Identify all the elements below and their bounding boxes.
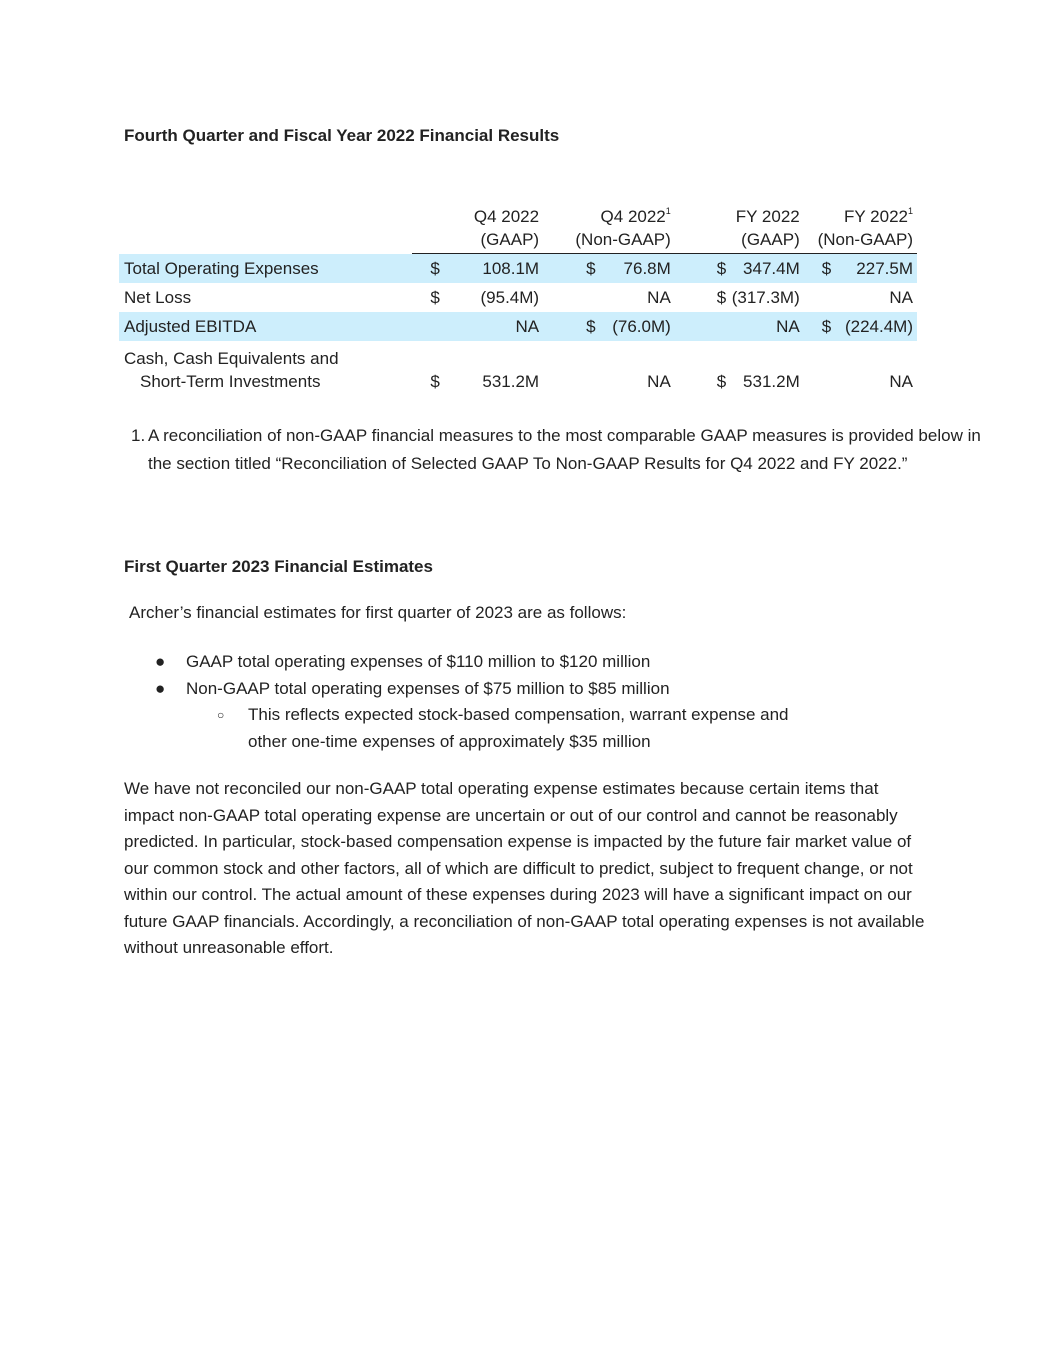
table-cell: NA bbox=[889, 288, 913, 307]
table-row bbox=[119, 254, 917, 284]
row-label: Adjusted EBITDA bbox=[119, 312, 412, 341]
financial-results-table bbox=[119, 200, 917, 396]
table-cell: $ 76.8M bbox=[543, 254, 675, 284]
row-label: Net Loss bbox=[124, 288, 192, 307]
table-row bbox=[119, 341, 917, 396]
currency-symbol: $ bbox=[716, 288, 727, 307]
table-cell: NA bbox=[675, 312, 804, 341]
section-title-results: Fourth Quarter and Fiscal Year 2022 Financial Results bbox=[124, 126, 560, 145]
list-item: ● GAAP total operating expenses of $110 million to $120 million bbox=[155, 652, 651, 671]
table-cell: $ 347.4M bbox=[675, 254, 804, 284]
section-title-estimates: First Quarter 2023 Financial Estimates bbox=[124, 557, 433, 576]
currency-symbol: $ bbox=[821, 259, 832, 278]
table-row bbox=[119, 283, 917, 312]
table-cell: $ 531.2M bbox=[430, 372, 540, 391]
row-label: Cash, Cash Equivalents and Short-Term Investments bbox=[124, 349, 339, 391]
currency-symbol: $ bbox=[430, 259, 440, 278]
currency-symbol: $ bbox=[430, 372, 440, 391]
col-header: Q4 2022$^1$ (Non-GAAP) bbox=[543, 200, 675, 254]
sub-list-item: ○ This reflects expected stock-based compensation, warrant expense and other one-time expenses of approximately $35 million bbox=[217, 705, 789, 751]
table-header-row bbox=[119, 200, 917, 254]
disclaimer-paragraph: We have not reconciled our non-GAAP total operating expense estimates because certain items that impact non-GAAP total operating expense are uncertain or out of our control and cannot be reasonably predicted. In particular, stock-based compensation expense is impacted by the future fair market value of our common stock and other factors, all of which are difficult to predict, subject to frequent change, or not within our control. The actual amount of these expenses during 2023 will have a significant impact on our future GAAP financials. Accordingly, a reconciliation of non-GAAP total operating expenses is not available without unreasonable effort. bbox=[124, 779, 925, 957]
footnote: 1. A reconciliation of non-GAAP financial measures to the most comparable GAAP measures is provided below in the section titled “Reconciliation of Selected GAAP To Non-GAAP Results for Q4 2022 and FY 2022.” bbox=[131, 426, 981, 473]
table-cell: NA bbox=[647, 288, 671, 307]
col-header: FY 2022$^1$ (Non-GAAP) bbox=[804, 200, 917, 254]
table-cell: NA bbox=[889, 372, 913, 391]
table-cell: $ 108.1M bbox=[412, 254, 543, 284]
currency-symbol: $ bbox=[716, 259, 727, 278]
currency-symbol: $ bbox=[430, 288, 440, 307]
row-label: Total Operating Expenses bbox=[119, 254, 412, 284]
col-header: Q4 2022 (GAAP) bbox=[412, 200, 543, 254]
table-cell: NA bbox=[647, 372, 671, 391]
table-cell: $ (95.4M) bbox=[412, 283, 543, 312]
table-cell: NA bbox=[412, 312, 543, 341]
table-cell: $ (224.4M) bbox=[804, 312, 917, 341]
table-cell: $ (317.3M) bbox=[675, 283, 804, 312]
table-cell: $ 227.5M bbox=[804, 254, 917, 284]
currency-symbol: $ bbox=[586, 259, 596, 278]
table-cell: $ 531.2M bbox=[716, 372, 800, 391]
intro-text: Archer’s financial estimates for first quarter of 2023 are as follows: bbox=[129, 603, 627, 622]
currency-symbol: $ bbox=[586, 317, 596, 336]
table-cell: $ (76.0M) bbox=[543, 312, 675, 341]
col-header: FY 2022 (GAAP) bbox=[675, 200, 804, 254]
currency-symbol: $ bbox=[716, 372, 727, 391]
table-row bbox=[119, 312, 917, 341]
currency-symbol: $ bbox=[821, 317, 832, 336]
estimates-list bbox=[155, 648, 915, 755]
list-item: ● Non-GAAP total operating expenses of $75 million to $85 million bbox=[155, 679, 670, 698]
